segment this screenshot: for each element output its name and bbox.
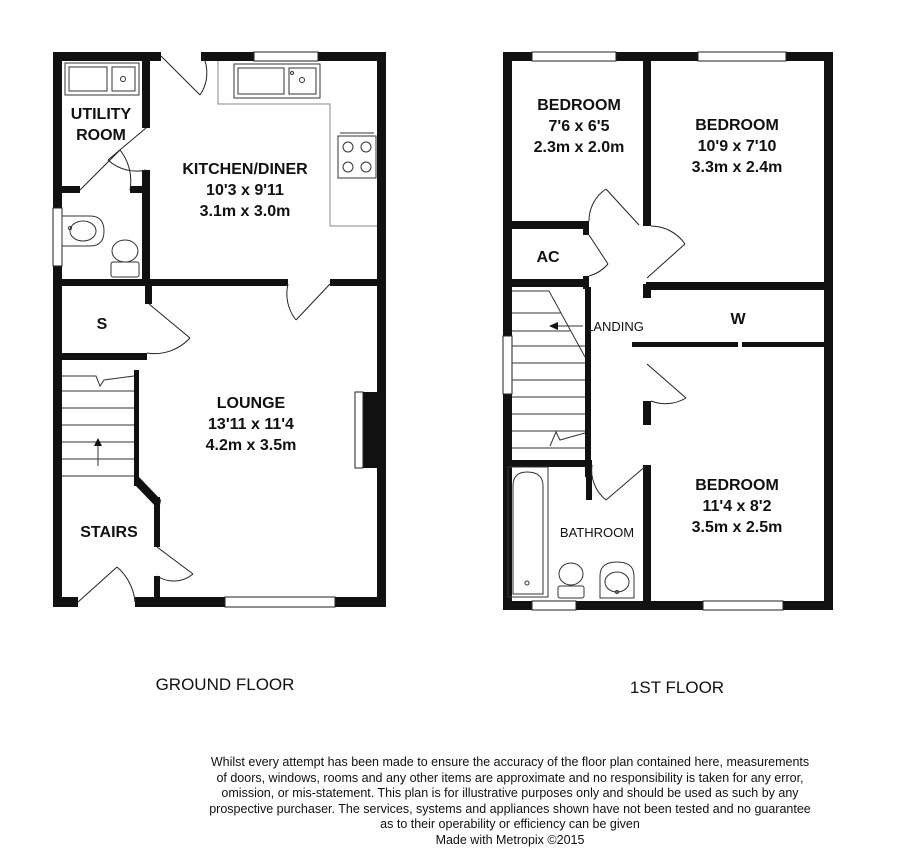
basin-icon [62,216,104,246]
bedroom-small-imperial: 7'6 x 6'5 [548,118,610,135]
kitchen-name: KITCHEN/DINER [182,161,308,178]
utility-sink-icon [65,63,139,95]
hob-icon [338,133,376,178]
wardrobe-label: W [730,311,746,328]
disclaimer-line: Whilst every attempt has been made to ensure the accuracy of the floor plan contained here, measurements [210,755,810,769]
disclaimer-credit: Made with Metropix ©2015 [435,832,585,847]
disclaimer-line: prospective purchaser. The services, systems and appliances shown have not been tested and no guarantee [209,801,811,816]
kitchen-sink-icon [234,64,320,98]
utility-room-label-line2: ROOM [76,127,126,144]
ground-floor-title: GROUND FLOOR [155,675,295,694]
bath-icon [508,467,548,597]
toilet-icon [111,240,139,277]
lounge-metric: 4.2m x 3.5m [205,437,297,454]
store-label: S [96,316,108,333]
bathroom-label: BATHROOM [559,525,635,540]
ground-stairs [62,376,134,476]
bathroom-toilet-icon [558,563,584,598]
disclaimer-line: omission, or mis-statement. This plan is for illustrative purposes only and should be used as such by any [221,786,799,800]
bedroom-top-metric: 3.3m x 2.4m [691,159,783,176]
kitchen-metric: 3.1m x 3.0m [199,203,291,220]
landing-label: LANDING [586,319,644,334]
bedroom-small-name: BEDROOM [537,97,621,114]
disclaimer-line: of doors, windows, rooms and any other items are approximate and no responsibility is taken for any error, [216,770,804,785]
bedroom-bottom-name: BEDROOM [695,477,779,494]
stairs-label: STAIRS [80,524,138,541]
disclaimer [160,755,860,848]
lounge-imperial: 13'11 x 11'4 [208,416,294,433]
landing-arrow-icon [549,322,558,330]
bedroom-bottom-metric: 3.5m x 2.5m [691,519,783,536]
lounge-name: LOUNGE [216,395,286,412]
utility-room-label-line1: UTILITY [70,106,132,123]
kitchen-imperial: 10'3 x 9'11 [206,182,284,199]
first-floor-plan [503,52,833,610]
bedroom-small-metric: 2.3m x 2.0m [533,139,625,156]
first-floor-title: 1ST FLOOR [629,678,725,697]
bathroom-basin-icon [600,562,634,598]
bedroom-top-name: BEDROOM [695,117,779,134]
disclaimer-line: as to their operability or efficiency can be given [380,817,640,831]
bedroom-top-imperial: 10'9 x 7'10 [697,138,777,155]
kitchen-worktop [218,61,377,226]
airing-cupboard-label: AC [536,249,560,266]
first-floor-stairs [512,291,585,448]
bedroom-bottom-imperial: 11'4 x 8'2 [702,498,772,515]
